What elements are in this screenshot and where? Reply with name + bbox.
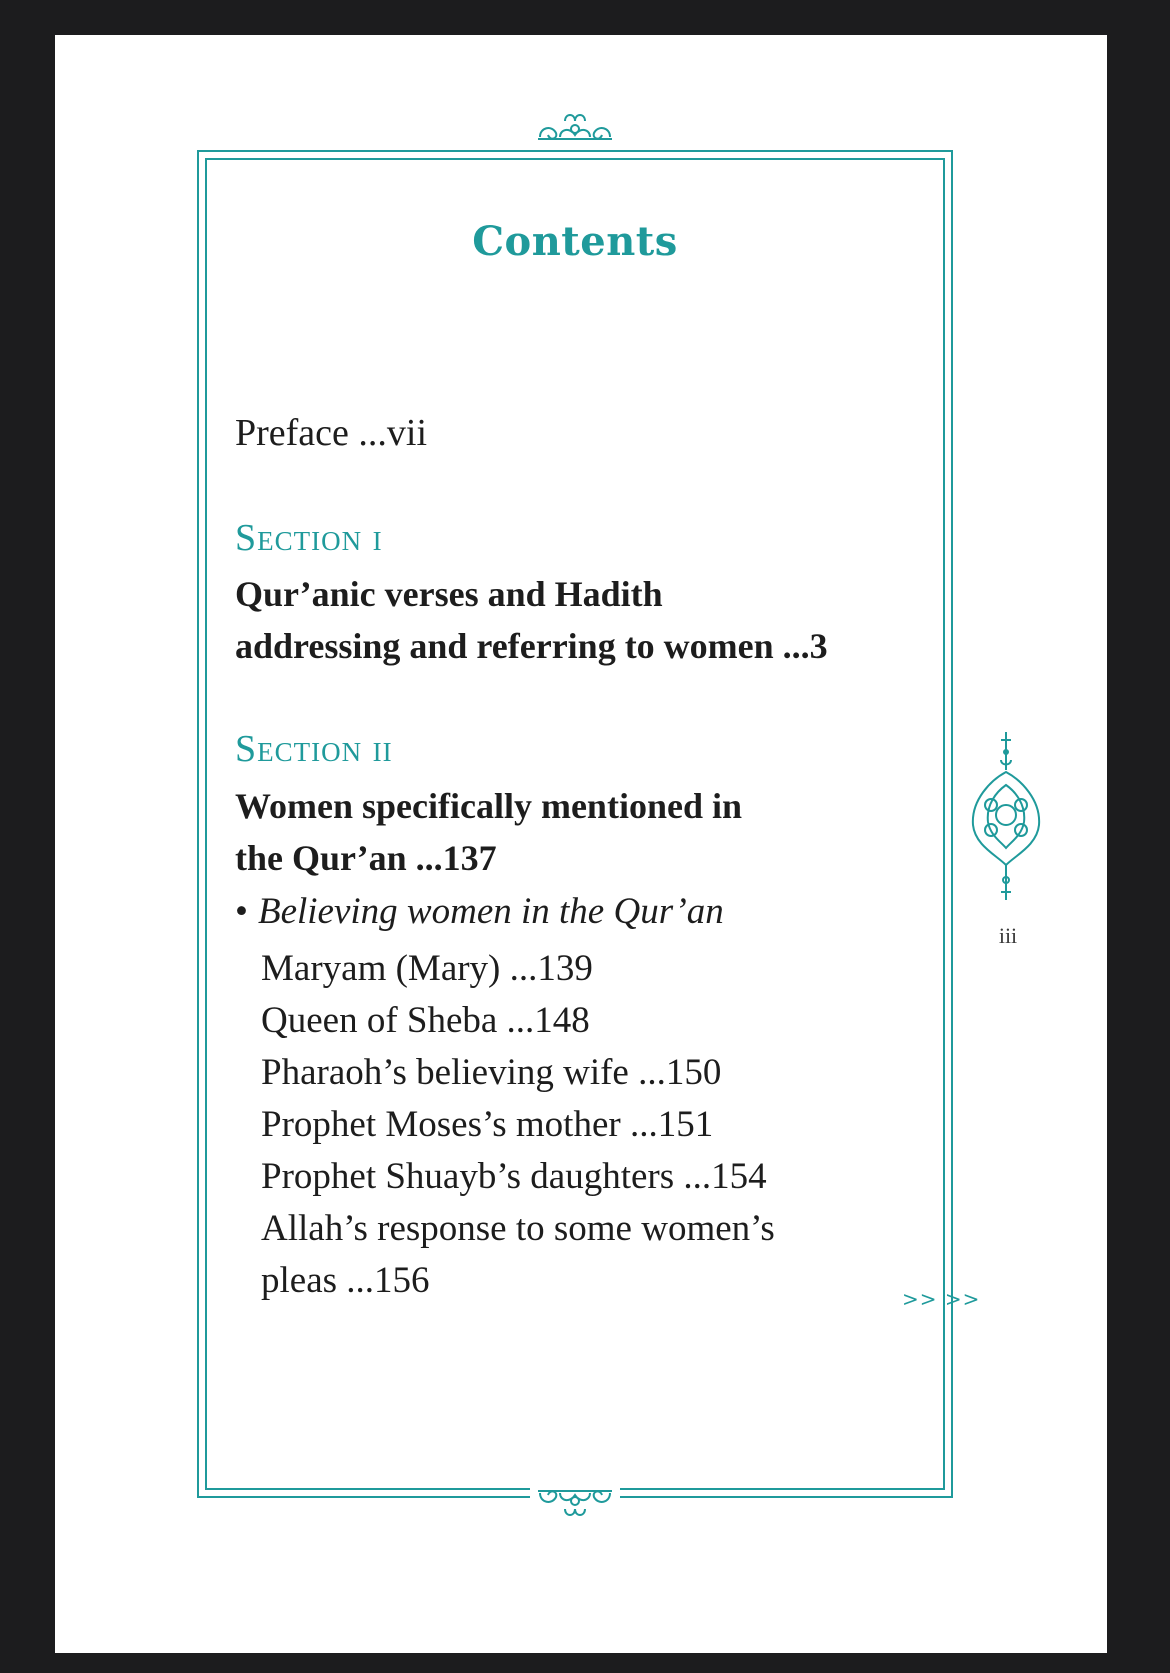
- section-heading[interactable]: [235, 568, 828, 672]
- section-heading-line: Women specifically mentioned in: [235, 786, 742, 826]
- toc-entry[interactable]: Maryam (Mary) ...139: [261, 948, 593, 989]
- subsection-heading: [235, 890, 724, 933]
- book-page: [55, 35, 1107, 1653]
- continue-marker: >> >>: [902, 1287, 981, 1311]
- toc-entry[interactable]: Pharaoh’s believing wife ...150: [261, 1052, 722, 1093]
- section-heading-line: Qur’anic verses and Hadith: [235, 574, 663, 614]
- subsection-heading-text: Believing women in the Qur’an: [257, 891, 724, 932]
- toc-entry-list: [261, 943, 775, 1307]
- bullet-marker: •: [235, 891, 248, 932]
- toc-entry[interactable]: Queen of Sheba ...148: [261, 1000, 590, 1041]
- section-heading-line: addressing and referring to women ...3: [235, 626, 828, 666]
- section-heading-line: the Qur’an ...137: [235, 838, 497, 878]
- toc-entry-preface[interactable]: Preface ...vii: [235, 412, 428, 454]
- toc-entry[interactable]: pleas ...156: [261, 1260, 430, 1301]
- scroll-ornament-icon: [530, 1483, 620, 1523]
- toc-entry[interactable]: Prophet Moses’s mother ...151: [261, 1104, 714, 1145]
- floral-pendant-icon: [961, 730, 1051, 910]
- toc-entry[interactable]: Prophet Shuayb’s daughters ...154: [261, 1156, 767, 1197]
- section-label: Section i: [235, 517, 383, 559]
- toc-entry[interactable]: Allah’s response to some women’s: [261, 1208, 775, 1249]
- scroll-ornament-icon: [530, 107, 620, 147]
- section-label: Section ii: [235, 728, 393, 770]
- section-heading[interactable]: [235, 780, 742, 884]
- page-title: Contents: [472, 218, 678, 265]
- page-number: iii: [998, 923, 1018, 948]
